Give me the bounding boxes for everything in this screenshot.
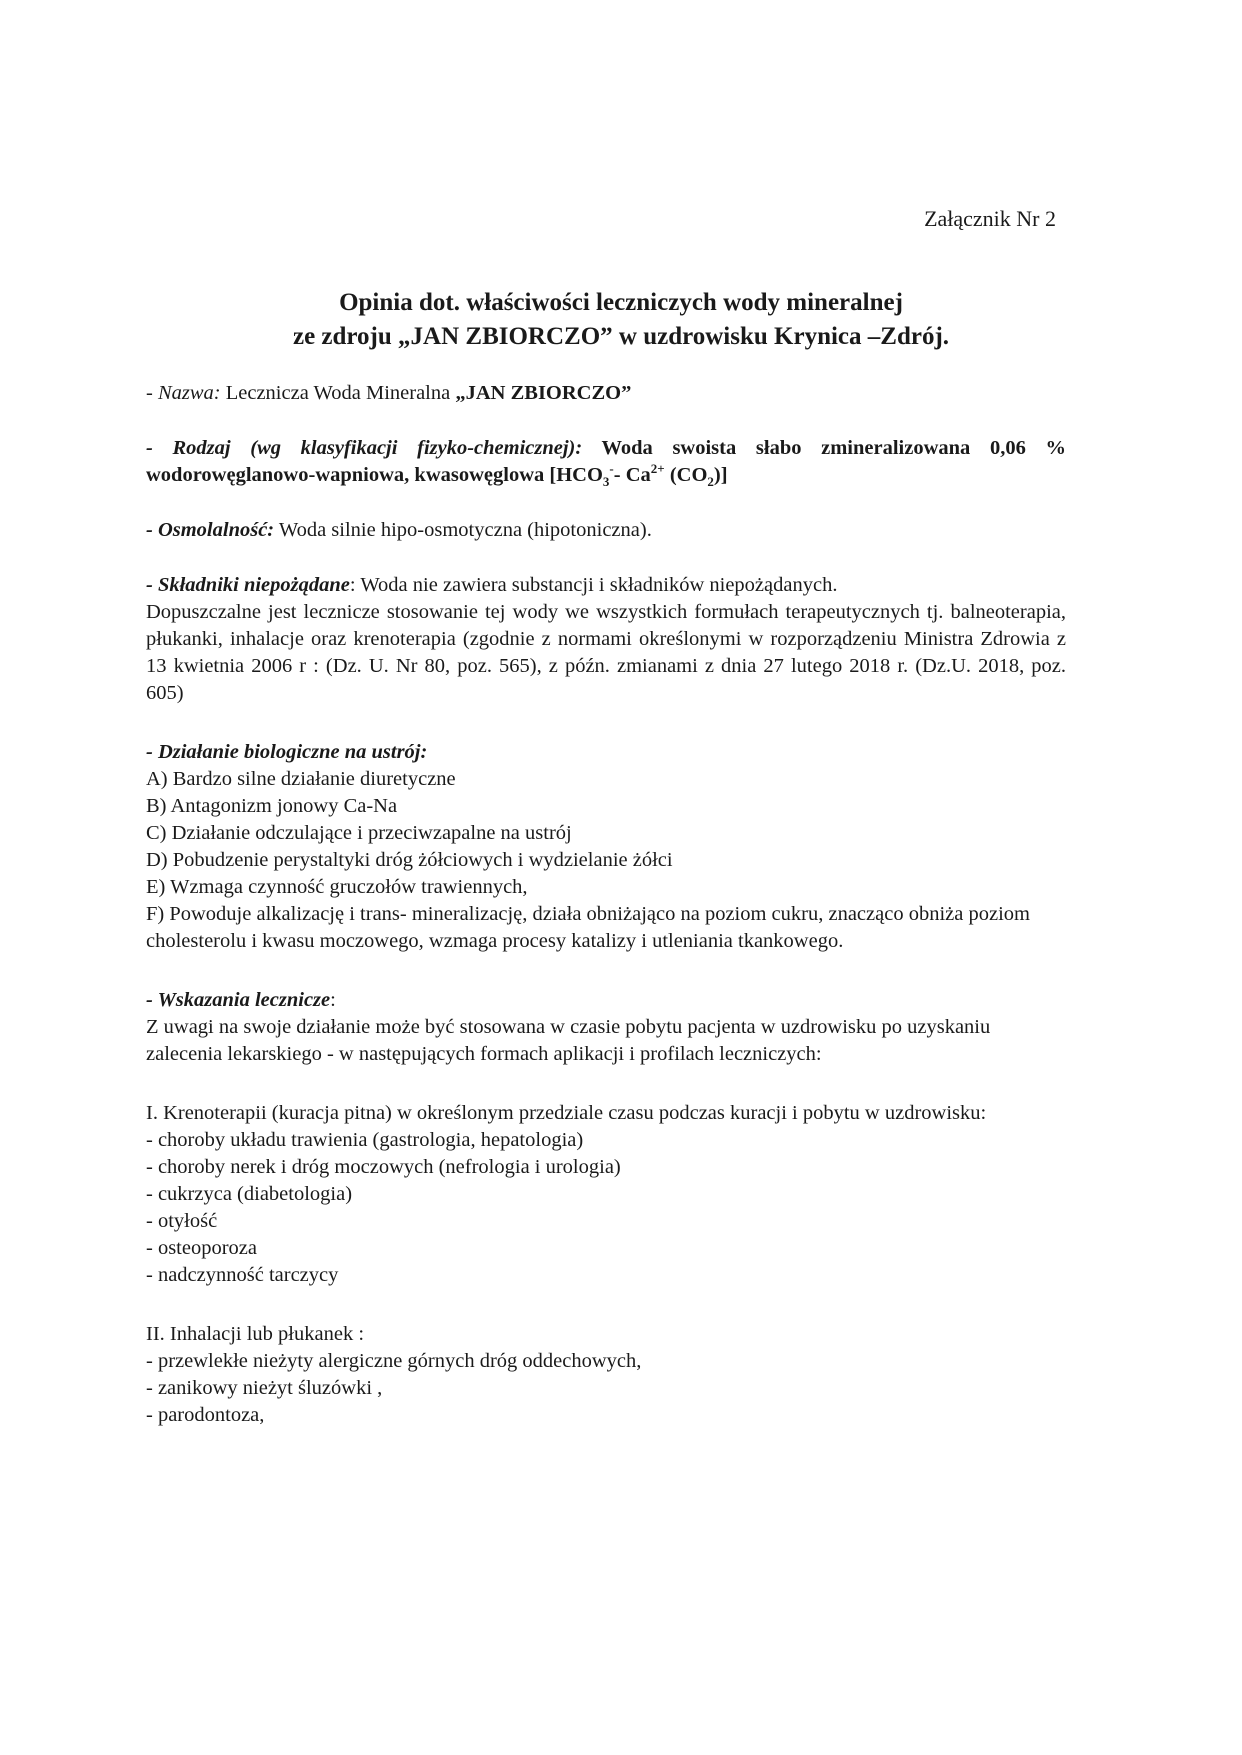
list-item: - otyłość: [146, 1210, 218, 1232]
list-item: F) Powoduje alkalizację i trans- mineralizację, działa obniżająco na poziom cukru, znacząco obniża poziom cholesterolu i kwasu moczowego, wzmaga procesy katalizy i utleniania tkankowego.: [146, 903, 1030, 952]
undesirable-colon: :: [349, 574, 356, 596]
document-body: [146, 380, 1066, 1429]
type-label: - Rodzaj (wg klasyfikacji fizyko-chemicznej):: [146, 437, 583, 459]
osmolality-value: Woda silnie hipo-osmotyczna (hipotoniczna).: [274, 519, 652, 541]
indications-colon: :: [330, 989, 336, 1011]
list-item: E) Wzmaga czynność gruczołów trawiennych,: [146, 876, 528, 898]
list-item: A) Bardzo silne działanie diuretyczne: [146, 768, 456, 790]
name-row: [146, 380, 1066, 407]
list-item: - nadczynność tarczycy: [146, 1264, 339, 1286]
osmolality-label: - Osmolalność:: [146, 519, 275, 541]
list-item: - choroby układu trawienia (gastrologia, hepatologia): [146, 1129, 584, 1151]
type-text-3: (CO: [664, 464, 708, 486]
name-brand: „JAN ZBIORCZO”: [455, 382, 632, 404]
undesirable-paragraph: Dopuszczalne jest lecznicze stosowanie tej wody we wszystkich formułach terapeutycznych tj. balneoterapia, płukanki, inhalacje oraz krenoterapia (zgodnie z normami określonymi w rozporządzeniu Ministra Zdrowia z 13 kwietnia 2006 r : (Dz. U. Nr 80, poz. 565), z późn. zmianami z dnia 27 lutego 2018 r. (Dz.U. 2018, poz. 605): [146, 601, 1066, 704]
type-text-2: - Ca: [613, 464, 651, 486]
type-sub-1: 3: [602, 474, 610, 490]
indications-label: - Wskazania lecznicze: [146, 989, 331, 1011]
section-2-list: [146, 1348, 1066, 1429]
type-sup-2: 2+: [650, 461, 665, 477]
list-item: - przewlekłe nieżyty alergiczne górnych dróg oddechowych,: [146, 1350, 642, 1372]
name-label: - Nazwa:: [146, 382, 221, 404]
section-2-heading: II. Inhalacji lub płukanek :: [146, 1323, 365, 1345]
list-item: - cukrzyca (diabetologia): [146, 1183, 353, 1205]
list-item: - zanikowy nieżyt śluzówki ,: [146, 1377, 383, 1399]
undesirable-text: Woda nie zawiera substancji i składników niepożądanych.: [355, 574, 838, 596]
biological-list: [146, 766, 1066, 955]
type-text-1: Woda swoista słabo zmineralizowana 0,06 % wodorowęglanowo-wapniowa, kwasowęglowa [HCO: [146, 437, 1066, 486]
annex-label: Załącznik Nr 2: [924, 206, 1056, 231]
section-1-heading: I. Krenoterapii (kuracja pitna) w określonym przedziale czasu podczas kuracji i pobytu w uzdrowisku:: [146, 1102, 987, 1124]
list-item: - osteoporoza: [146, 1237, 257, 1259]
title-line-2: ze zdroju „JAN ZBIORCZO” w uzdrowisku Krynica –Zdrój.: [292, 323, 950, 350]
biological-label: - Działanie biologiczne na ustrój:: [146, 741, 428, 763]
list-item: - choroby nerek i dróg moczowych (nefrologia i urologia): [146, 1156, 621, 1178]
list-item: D) Pobudzenie perystaltyki dróg żółciowych i wydzielanie żółci: [146, 849, 673, 871]
indications-intro: Z uwagi na swoje działanie może być stosowana w czasie pobytu pacjenta w uzdrowisku po uzyskaniu zalecenia lekarskiego - w następujących formach aplikacji i profilach leczniczych:: [146, 1016, 991, 1065]
undesirable-label: - Składniki niepożądane: [146, 574, 350, 596]
section-1-list: [146, 1127, 1066, 1289]
list-item: C) Działanie odczulające i przeciwzapalne na ustrój: [146, 822, 572, 844]
document-title: [0, 286, 1242, 354]
type-row: [146, 435, 1066, 489]
name-value: Lecznicza Woda Mineralna: [220, 382, 456, 404]
title-line-1: Opinia dot. właściwości leczniczych wody mineralnej: [339, 289, 903, 316]
list-item: B) Antagonizm jonowy Ca-Na: [146, 795, 398, 817]
type-text-4: )]: [713, 464, 728, 486]
type-sub-2: 2: [707, 474, 714, 490]
indications-row: [146, 987, 1066, 1014]
undesirable-row: [146, 572, 1066, 599]
type-sup-1: -: [609, 461, 614, 477]
osmolality-row: [146, 517, 1066, 544]
list-item: - parodontoza,: [146, 1404, 265, 1426]
